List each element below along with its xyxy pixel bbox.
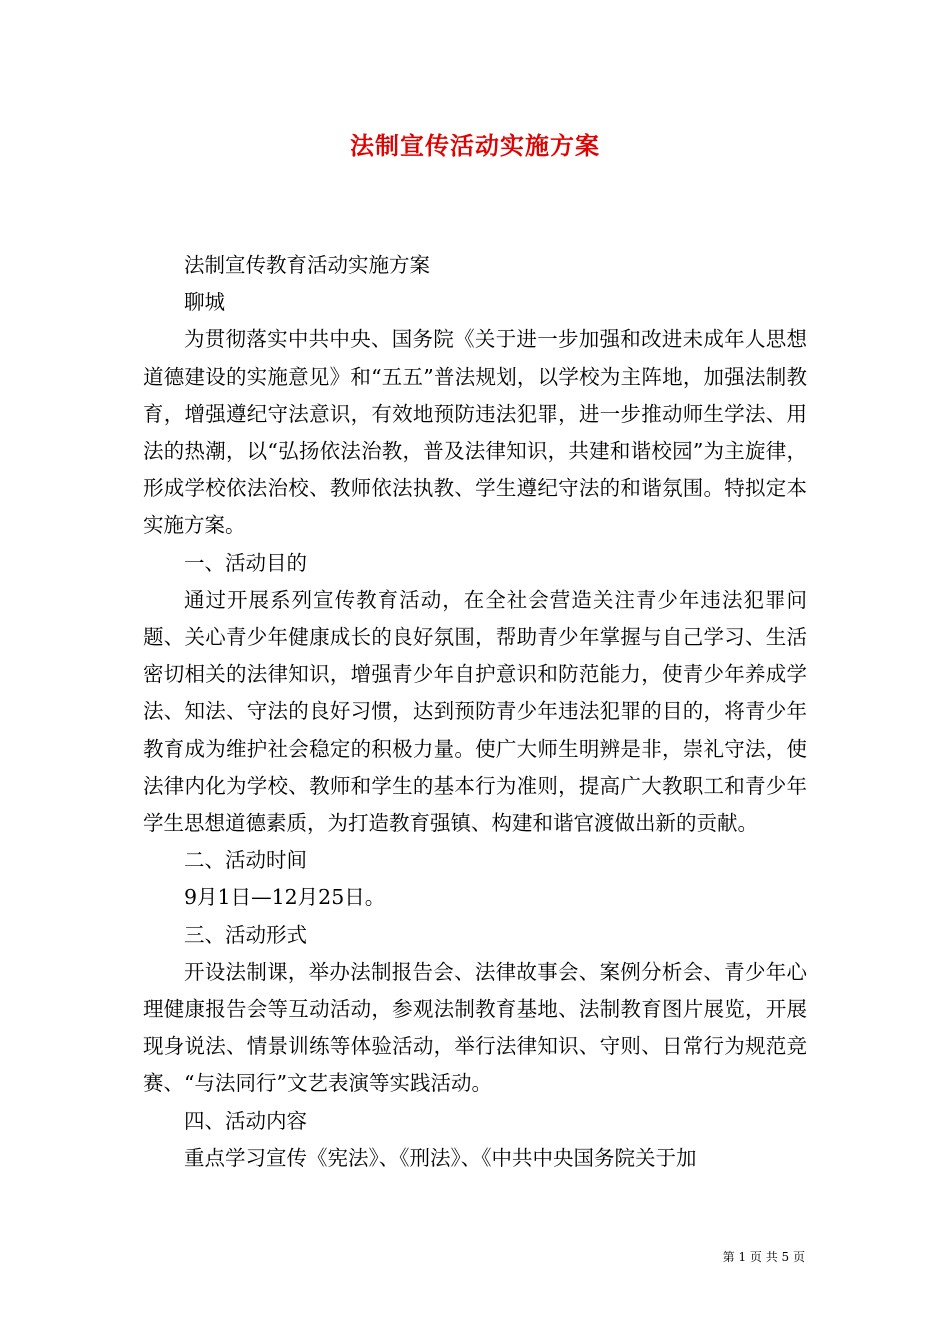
section-heading: 一、活动目的 [184, 550, 307, 575]
body-paragraph: 聊城 [184, 290, 225, 315]
section-heading: 二、活动时间 [184, 848, 307, 873]
body-paragraph: 法制宣传教育活动实施方案 [184, 253, 430, 277]
body-paragraph: 通过开展系列宣传教育活动，在全社会营造关注青少年违法犯罪问题、关心青少年健康成长的良好氛围，帮助青少年掌握与自己学习、生活密切相关的法律知识，增强青少年自护意识和防范能力，使青少年养成学法、知法、守法的良好习惯，达到预防青少年违法犯罪的目的，将青少年教育成为维护社会稳定的积极力量。使广大师生明辨是非，崇礼守法，使法律内化为学校、教师和学生的基本行为准则，提高广大教职工和青少年学生思想道德素质，为打造教育强镇、构建和谐官渡做出新的贡献。 [143, 587, 807, 836]
body-paragraph: 为贯彻落实中共中央、国务院《关于进一步加强和改进未成年人思想道德建设的实施意见》和“五五”普法规划，以学校为主阵地，加强法制教育，增强遵纪守法意识，有效地预防违法犯罪，进一步推动师生学法、用法的热潮，以“弘扬依法治教，普及法律知识，共建和谐校园”为主旋律，形成学校依法治校、教师依法执教、学生遵纪守法的和谐氛围。特拟定本实施方案。 [143, 327, 807, 538]
body-paragraph: 9月1日—12月25日。 [184, 885, 386, 910]
document-body [143, 247, 807, 1177]
body-paragraph: 重点学习宣传《宪法》、《刑法》、《中共中央国务院关于加 [184, 1145, 697, 1170]
body-paragraph: 开设法制课，举办法制报告会、法律故事会、案例分析会、青少年心理健康报告会等互动活动，参观法制教育基地、法制教育图片展览，开展现身说法、情景训练等体验活动，举行法律知识、守则、日常行为规范竞赛、“与法同行”文艺表演等实践活动。 [143, 959, 807, 1096]
section-heading: 四、活动内容 [184, 1108, 307, 1133]
document-title: 法制宣传活动实施方案 [350, 131, 600, 160]
section-heading: 三、活动形式 [184, 922, 307, 947]
page-number: 第 1 页 共 5 页 [722, 1250, 805, 1264]
